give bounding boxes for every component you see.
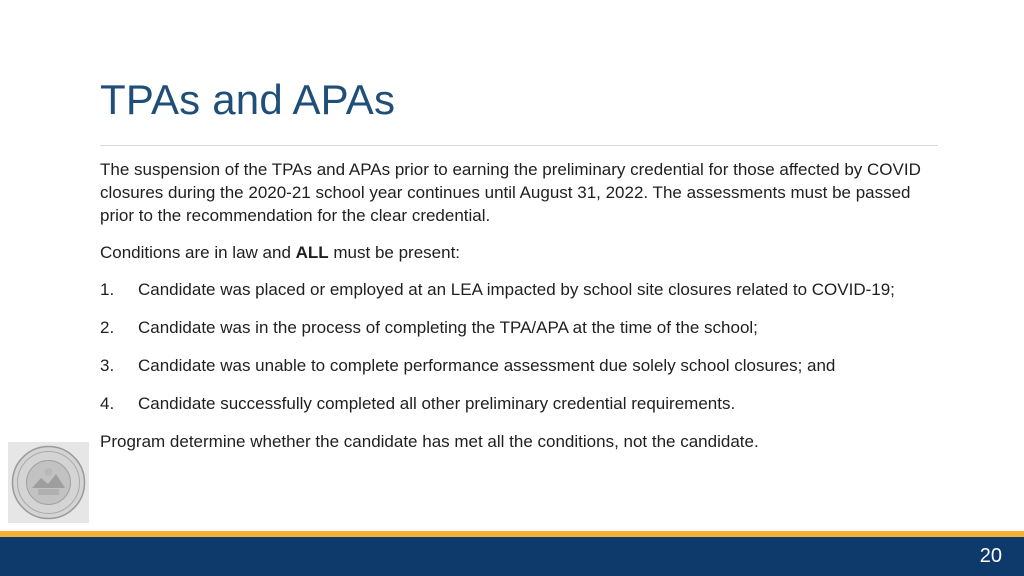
footer-bar [0, 537, 1024, 576]
intro-paragraph: The suspension of the TPAs and APAs prior to earning the preliminary credential for those affected by COVID closures during the 2020-21 school year continues until August 31, 2022. The assessments must be passed prior to the recommendation for the clear credential. [100, 160, 921, 225]
list-item-number: 1. [100, 280, 115, 299]
conditions-statement [100, 241, 940, 264]
list-item [100, 392, 940, 415]
list-item-text: Candidate was in the process of completing the TPA/APA at the time of the school; [138, 318, 758, 337]
state-seal-icon [8, 442, 89, 523]
list-item [100, 316, 940, 339]
list-item-number: 3. [100, 356, 115, 375]
list-item-number: 2. [100, 318, 115, 337]
conditions-text-before: Conditions are in law and [100, 243, 296, 262]
list-item-text: Candidate was placed or employed at an LEA impacted by school site closures related to COVID-19; [138, 280, 895, 299]
slide-title: TPAs and APAs [100, 76, 396, 123]
conditions-text-after: must be present: [328, 243, 461, 262]
list-item [100, 278, 940, 301]
list-item [100, 354, 940, 377]
closing-paragraph: Program determine whether the candidate has met all the conditions, not the candidate. [100, 432, 759, 451]
list-item-text: Candidate successfully completed all other preliminary credential requirements. [138, 394, 736, 413]
conditions-list [100, 278, 940, 415]
slide-body [100, 158, 940, 467]
list-item-text: Candidate was unable to complete performance assessment due solely school closures; and [138, 356, 836, 375]
list-item-number: 4. [100, 394, 115, 413]
page-number: 20 [979, 545, 1002, 567]
title-divider [100, 145, 938, 146]
conditions-emphasis: ALL [295, 243, 329, 262]
